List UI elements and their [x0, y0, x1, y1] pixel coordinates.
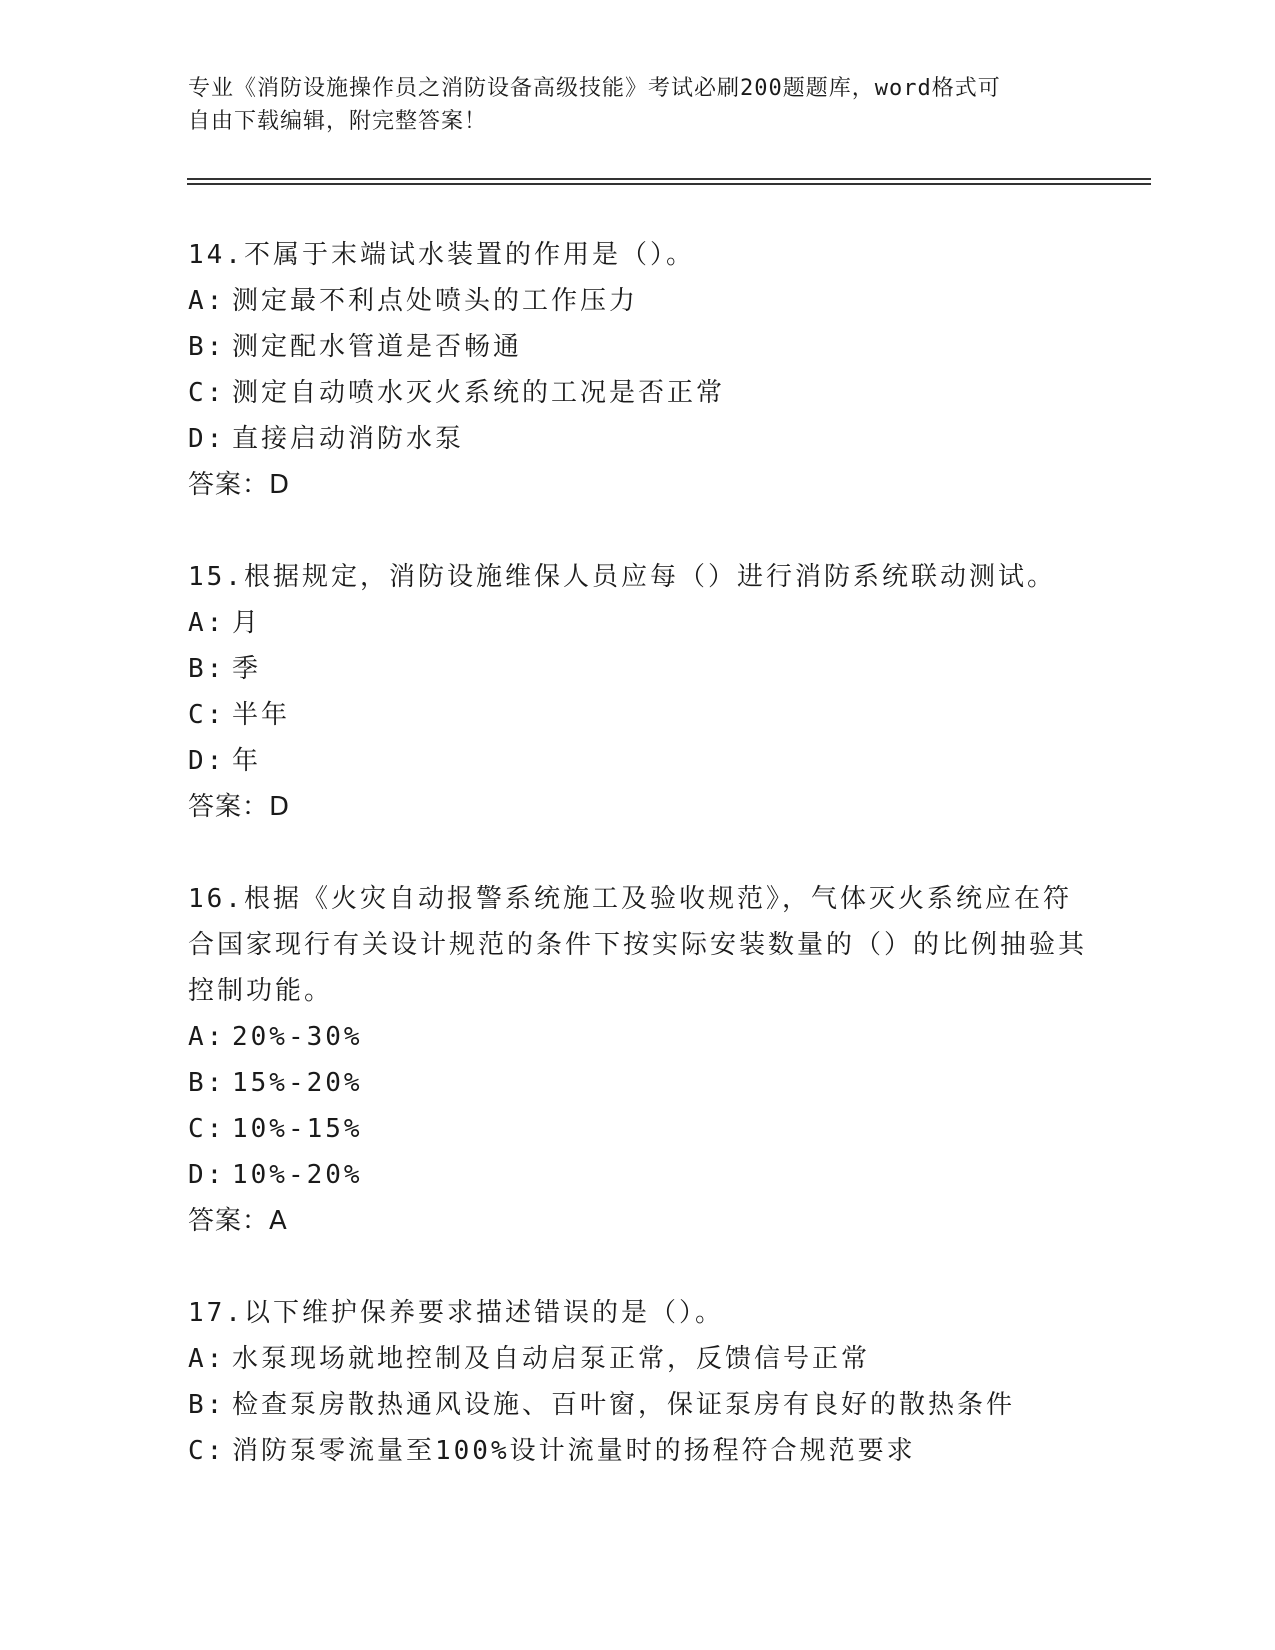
option-key: D:: [188, 1160, 226, 1190]
option-text: 月: [232, 608, 262, 638]
header-divider-bottom: [187, 183, 1151, 185]
option-text: 10%-20%: [232, 1160, 363, 1190]
option-text: 消防泵零流量至100%设计流量时的扬程符合规范要求: [232, 1436, 916, 1466]
option-text: 10%-15%: [232, 1114, 363, 1144]
question-14: [188, 232, 1088, 508]
option-key: A:: [188, 1022, 226, 1052]
option-a: [188, 278, 1088, 324]
option-key: A:: [188, 286, 226, 316]
option-text: 测定配水管道是否畅通: [232, 332, 523, 362]
option-b: [188, 646, 1088, 692]
option-text: 20%-30%: [232, 1022, 363, 1052]
option-key: D:: [188, 746, 226, 776]
header-divider-top: [187, 178, 1151, 180]
option-key: C:: [188, 1436, 226, 1466]
option-key: B:: [188, 1068, 226, 1098]
option-text: 直接启动消防水泵: [232, 424, 465, 454]
answer-line: 答案：A: [188, 1206, 288, 1236]
question-stem: 14.不属于末端试水装置的作用是（）。: [188, 240, 695, 270]
header-line-2: 自由下载编辑，附完整答案！: [188, 109, 488, 134]
option-key: B:: [188, 654, 226, 684]
option-text: 测定自动喷水灭火系统的工况是否正常: [232, 378, 726, 408]
option-d: [188, 738, 1088, 784]
option-text: 年: [232, 746, 262, 776]
question-list: [188, 232, 1088, 1520]
option-c: [188, 370, 1088, 416]
option-text: 半年: [232, 700, 291, 730]
option-key: C:: [188, 1114, 226, 1144]
option-key: A:: [188, 608, 226, 638]
option-key: C:: [188, 700, 226, 730]
option-key: B:: [188, 1390, 226, 1420]
question-16: [188, 876, 1088, 1244]
question-stem: 16.根据《火灾自动报警系统施工及验收规范》，气体灭火系统应在符合国家现行有关设计规范的条件下按实际安装数量的（）的比例抽验其控制功能。: [188, 884, 1088, 1006]
header-line-1: 专业《消防设施操作员之消防设备高级技能》考试必刷200题题库，word格式可: [188, 76, 1001, 101]
option-b: [188, 1382, 1088, 1428]
option-key: A:: [188, 1344, 226, 1374]
option-a: [188, 1336, 1088, 1382]
option-text: 季: [232, 654, 262, 684]
option-key: D:: [188, 424, 226, 454]
answer-line: 答案：D: [188, 470, 291, 500]
option-c: [188, 692, 1088, 738]
document-header: [188, 72, 1068, 138]
option-a: [188, 1014, 1088, 1060]
option-b: [188, 324, 1088, 370]
option-d: [188, 416, 1088, 462]
option-text: 水泵现场就地控制及自动启泵正常，反馈信号正常: [232, 1344, 871, 1374]
option-b: [188, 1060, 1088, 1106]
question-stem: 17.以下维护保养要求描述错误的是（）。: [188, 1298, 724, 1328]
option-a: [188, 600, 1088, 646]
option-text: 检查泵房散热通风设施、百叶窗，保证泵房有良好的散热条件: [232, 1390, 1016, 1420]
option-d: [188, 1152, 1088, 1198]
option-key: C:: [188, 378, 226, 408]
option-c: [188, 1106, 1088, 1152]
question-17: [188, 1290, 1088, 1474]
option-text: 15%-20%: [232, 1068, 363, 1098]
answer-line: 答案：D: [188, 792, 291, 822]
question-stem: 15.根据规定，消防设施维保人员应每（）进行消防系统联动测试。: [188, 562, 1056, 592]
question-15: [188, 554, 1088, 830]
option-text: 测定最不利点处喷头的工作压力: [232, 286, 639, 316]
option-key: B:: [188, 332, 226, 362]
option-c: [188, 1428, 1088, 1474]
